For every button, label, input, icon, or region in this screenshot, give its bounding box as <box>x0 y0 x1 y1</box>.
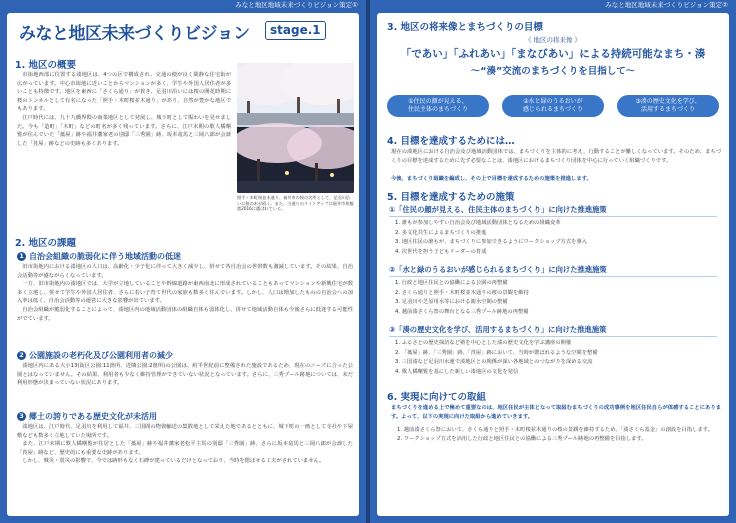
list-item: 1. 行政と地区住民との協働による公園の再整備 <box>395 280 508 286</box>
section-3-heading: 3. 地区の将来像とまちづくりの目標 <box>387 22 543 33</box>
issue-1-title-text: 自治会組織の脆弱化に伴う地域活動の低迷 <box>29 252 181 261</box>
issue-1-body <box>17 263 353 323</box>
section-1-body <box>17 71 231 148</box>
issue-3-paragraph: また、江戸末期に歌人橘曙覧が住居とした「藁屋」跡や福井藩家老松平主馬の別邸「三秀園」跡、さらに坂本竜馬と三岡八郎が会談した「莨屋」跡など、歴史的にも重要な史跡があります。 <box>17 441 353 456</box>
section-2-heading: 2. 地区の課題 <box>15 238 77 249</box>
section-4-body: 現在の湊地区における自治会及び地域活動団体では、まちづくりを主体的に考え、行動することが難しくなっています。そのため、まちづくりの目標を達成するために先ず必要なことは、湊地区におけるまちづくり団体を中心に行っていく組織づくりです。 <box>391 149 721 164</box>
policy-1-title: ①「住民の顔が見える、住民主体のまちづくり」に向けた推進施策 <box>389 205 607 214</box>
issue-2-paragraph: 湊地区内にある大小13(街区公園:11箇所、近隣公園:2箇所)の公園は、約半世紀前に整備された施設であるため、現在のニーズに合った公園とはなっていません。その結果、利用者も少なく維持管理ができていない状況となっています。さらに、三秀プール跡地については、未だ利用形態が決まっていない状況にあります。 <box>17 363 353 387</box>
number-2-icon: 2 <box>17 351 26 360</box>
vision-main: 「であい」「ふれあい」「まなびあい」による持続可能なまち・湊 <box>400 48 706 60</box>
divider <box>389 276 717 277</box>
vision-sub: 〜“湊”交流のまちづくりを目指して〜 <box>470 66 636 77</box>
vision-label: 《 地区の将来像 》 <box>524 36 582 44</box>
list-item: 1. 誰もが参加しやすい自治会及び地域活動団体となるための組織変革 <box>395 220 561 226</box>
stage-badge: stage.1 <box>265 21 326 40</box>
issue-3-paragraph: しかし、戦災・震災の影響で、今では跡形もなく石碑が建っているだけとなっており、当時を偲ばせる工夫がされていません。 <box>22 458 325 465</box>
list-item: 2. 多文化共生によるまちづくりの推進 <box>395 229 487 236</box>
list-item: 3. 足羽川や芝原用水等における親水空間の整備 <box>395 299 508 306</box>
issue-3-paragraph: 湊地区は、江戸時代、足羽川を利用して福井、三国間の物資輸送の集散地として栄えた地であるとともに、城下町の一画として寺社や下屋敷なども数多く立地していた場所です。 <box>17 424 353 439</box>
goal-pill: ②水と緑のうるおいが 感じられるまちづくり <box>502 95 604 117</box>
right-sheet <box>377 13 729 516</box>
list-item: 1. 越前湊さくら祭において、さくら通りと照手・木町桜並木通りの桜の景観を維持するため、「湊さくら基金」の創設を目指します。 <box>397 427 713 433</box>
list-item: 2. ワークショップ方式を活用した行政と地区住民との協働による三秀プール跡地の再整備を目指します。 <box>397 435 647 442</box>
section-6-heading: 6. 実現に向けての取組 <box>387 392 487 403</box>
photo-caption: 照手・木町桜並木通り。福井市の桜の名所として、足羽川沿いに桜の木が続く。また、当通りのライトアップは福井市景観賞2016に選ばれている。 <box>237 195 354 212</box>
issue-1-paragraph: 旧市街地内における湊地区の人口は、高齢化・少子化に伴って大きく減少し、併せて各自治会の世帯数も激減しています。その結果、自治会活動等が盛ながらくなっています。 <box>17 264 353 279</box>
divider <box>389 336 717 337</box>
left-sheet <box>7 13 359 516</box>
section-6-body: まちづくりを進める上で極めて重要なのは、地区住民が主体となって取組むまちづくりの成功事例を地区住民自らが体感することにあります。よって、以下の実現に向けた取組から進めていきます。 <box>391 405 721 420</box>
section-4-highlight: 今後、まちづくり組織を編成し、その上で目標を達成するための施策を推進します。 <box>391 176 592 182</box>
left-page-header: みなと地区地域未来づくりビジョン策定① <box>235 1 358 9</box>
cherry-blossom-photo <box>237 63 354 193</box>
list-item: 3. 三国湊など足羽川水運で湊地区との関係が深い各地域とのつながりを深める交流 <box>395 359 593 366</box>
goal-pill: ③湊の歴史文化を学び、 活用するまちづくり <box>617 95 719 117</box>
number-3-icon: 3 <box>17 412 26 421</box>
section-1-heading: 1. 地区の概要 <box>15 60 77 71</box>
list-item: 4. 歌人橘曙覧を基にした新しい湊地区の文化を発信 <box>395 368 519 375</box>
list-item: 3. 地区住民の誰もが、まちづくりに参加できるようにワークショップ方式を導入 <box>395 239 587 246</box>
issue-1-title <box>17 251 181 262</box>
section-1-paragraph: 江戸時代には、九十九橋界隈の商業地区として発展し、城下町として賑わいを見せました。今も「造町」「木町」などの町名が多く残っています。さらに、江戸末期の歌人橘曙覧が住んでいた「藁屋」跡や福井藩家老の別邸「三秀園」跡、坂本竜馬と三岡八郎が会談した「莨屋」跡などの史跡も多くあります。 <box>17 114 231 147</box>
cherry-blossom-illustration <box>237 63 354 193</box>
issue-3-title-text: 郷土の誇りである歴史文化が未活用 <box>29 412 157 421</box>
policy-3-list <box>395 339 598 377</box>
issue-2-title-text: 公園施設の老朽化及び公園利用者の減少 <box>29 351 173 360</box>
section-5-heading: 5. 目標を達成するための施策 <box>387 192 515 203</box>
policy-2-title: ②「水と緑のうるおいが感じられるまちづくり」に向けた推進施策 <box>389 265 607 274</box>
list-item: 2. さくら通りと照手・木町桜並木通りの桜の景観を維持 <box>395 289 529 296</box>
goal-pills <box>387 95 719 117</box>
issue-2-title <box>17 350 173 361</box>
section-4-heading: 4. 目標を達成するためには… <box>387 136 515 147</box>
section-6-list <box>397 426 721 443</box>
list-item: 2. 「藁屋」跡、「三秀園」跡、「莨屋」跡において、当時が偲ばれるような空間を整備 <box>395 349 598 356</box>
section-1-paragraph: 市街地西部に位置する湊地区は、4つの区で構成され、交通の便が良く閑静な住宅街が広がっています。中心市街地に近いことからマンションが多く、学生や外国人居住者が多いことも特徴です。地区を東西に「さくら通り」が貫き、足羽川沿いには桜の開花時期に桜のトンネルとして有名になった「照手・木町桜並木通り」があり、自然が豊かな地区でもあります。 <box>17 72 231 113</box>
divider <box>389 216 717 217</box>
right-page-header: みなと地区地域未来づくりビジョン策定② <box>605 1 728 9</box>
policy-2-list <box>395 279 529 317</box>
issue-2-body <box>17 362 353 388</box>
goal-pill: ①住民の顔が見える、 住民主体のまちづくり <box>387 95 489 117</box>
page-title: みなと地区未来づくりビジョン <box>19 24 250 44</box>
issue-1-paragraph: 一方、旧市街地内の湊地区では、大学が立地していることや幹線道路が東西南北に形成されていることもあってマンションや新興住宅が数多く立地し、併せて学生や外国人居住者、さらに若い子育て世代の家族も数多く住んでいます。しかし、人口は増加したものの自治会への加入率は低く、自治会活動等の運営に大きな影響が出ています。 <box>17 281 353 305</box>
issue-1-paragraph: 自治会組織が脆弱化することによって、湊地区内の地域活動団体の組織自体も弱体化し、併せて地域活動自体も今後さらに低迷する可能性がでています。 <box>17 306 353 322</box>
right-page <box>370 0 736 523</box>
list-item: 4. 次世代を担う子どもリーダーの育成 <box>395 248 487 255</box>
list-item: 4. 越前湊さくら祭の舞台となる三秀プール跡地の再整備 <box>395 308 529 315</box>
issue-3-title <box>17 411 157 422</box>
policy-3-title: ③「湊の歴史文化を学び、活用するまちづくり」に向けた推進施策 <box>389 325 607 334</box>
issue-3-body <box>17 423 353 466</box>
list-item: 1. ふるさとの歴史探訪など塾を中心とした湊の歴史文化を学ぶ講座の開催 <box>395 340 572 346</box>
number-1-icon: 1 <box>17 252 26 261</box>
policy-1-list <box>395 219 587 257</box>
left-page <box>0 0 366 523</box>
